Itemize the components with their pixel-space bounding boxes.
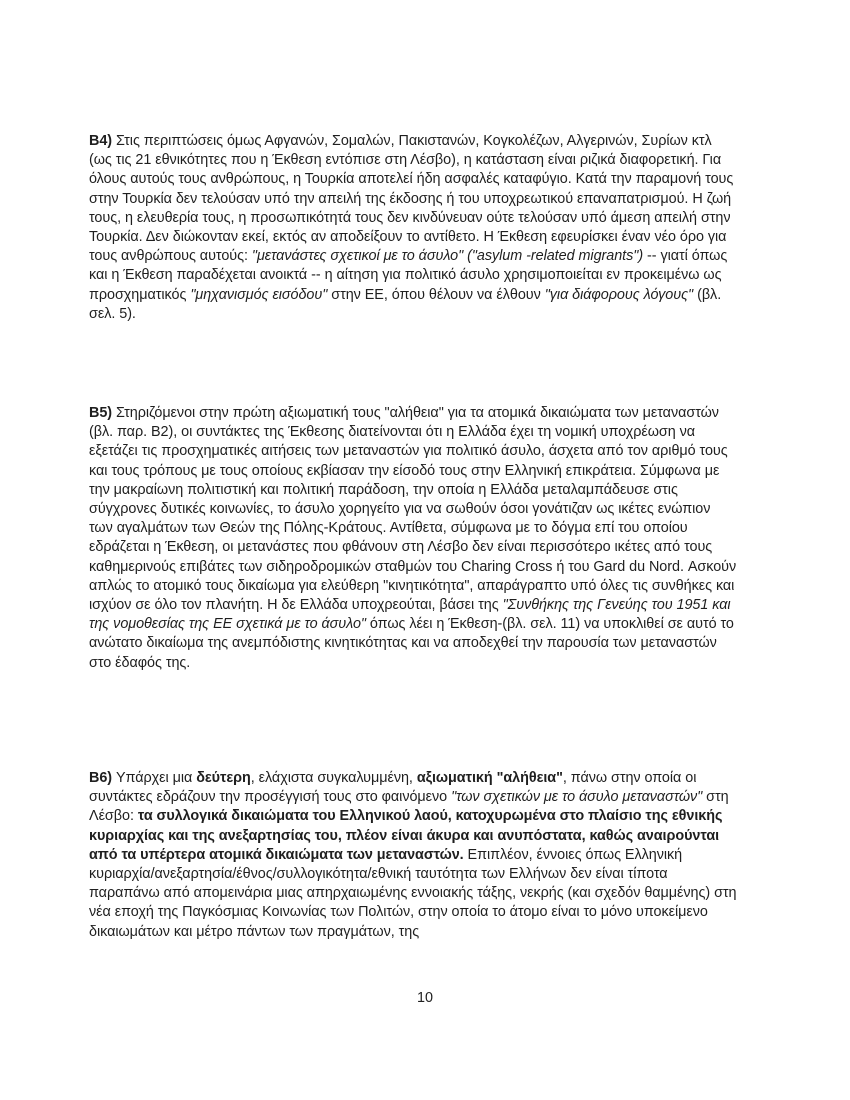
section-body [89, 405, 736, 671]
section-label: B5) [89, 405, 113, 421]
section-label: B4) [89, 133, 113, 149]
bold-text-run: αξιωματική "αλήθεια" [416, 770, 563, 786]
text-run: , πάνω στην οποία οι συντάκτες εδράζουν την προσέγγισή τους στο φαινόμενο [89, 770, 697, 806]
text-run: Επιπλέον, έννοιες όπως Ελληνική κυριαρχία/ανεξαρτησία/έθνος/συλλογικότητα/εθνική ταυτότητα των Ελλήνων δεν είναι τίποτα παραπάνω από απομεινάρια μιας απηρχαιωμένης εννοιακής τάξης, νεκρής (και σχεδόν θαμμένης) στη νέα εποχή της Παγκόσμιας Κοινωνίας των Πολιτών, στην οποία το άτομο είναι το μόνο υποκείμενο δικαιωμάτων και μέτρο πάντων των πραγμάτων, της [89, 846, 737, 940]
bold-text-run: δεύτερη [196, 770, 251, 786]
page-number: 10 [416, 990, 433, 1006]
text-run: (βλ. σελ. 5). [89, 286, 722, 322]
bold-text-run: τα συλλογικά δικαιώματα του Ελληνικού λαού, κατοχυρωμένα στο πλαίσιο της εθνικής κυριαρχίας και της ανεξαρτησίας του, πλέον είναι άκυρα και ανυπόστατα, καθώς αναιρούνται από τα υπέρτερα ατομικά δικαιώματα των μεταναστών. [89, 808, 723, 863]
text-run: , ελάχιστα συγκαλυμμένη, [250, 770, 417, 786]
italic-text-run: "Συνθήκης της Γενεύης του 1951 και της νομοθεσίας της ΕΕ σχετικά με το άσυλο" [89, 597, 731, 633]
section-b6 [89, 769, 737, 942]
italic-text-run: "των σχετικών με το άσυλο μεταναστών" [451, 789, 703, 806]
text-run: Στις περιπτώσεις όμως Αφγανών, Σομαλών, Πακιστανών, Κογκολέζων, Αλγερινών, Συρίων κτλ (ως τις 21 εθνικότητες που η Έκθεση εντόπισε στη Λέσβο), η κατάσταση είναι ριζικά διαφορετική. Για όλους αυτούς τους ανθρώπους, η Τουρκία αποτελεί ήδη ασφαλές καταφύγιο. Κατά την παραμονή τους στην Τουρκία δεν τελούσαν υπό την απειλή της έκδοσης ή του υποχρεωτικού επαναπατρισμού. Η ζωή τους, η ελευθερία τους, η προσωπικότητά τους δεν κινδύνευαν ούτε τελούσαν υπό άμεση απειλή στην Τουρκία. Δεν διώκονταν εκεί, εκτός αν αποδείξουν το αντίθετο. Η Έκθεση εφευρίσκει έναν νέο όρο για τους ανθρώπους αυτούς: [89, 133, 734, 265]
section-b5 [89, 404, 737, 673]
italic-text-run: "μηχανισμός εισόδου" [190, 286, 328, 303]
italic-text-run: "μετανάστες σχετικοί με το άσυλο" ("asylum -related migrants") [251, 248, 644, 265]
section-label: B6) [89, 770, 113, 786]
section-body [89, 770, 737, 940]
text-run: στην ΕΕ, όπου θέλουν να έλθουν [327, 286, 545, 303]
text-run: Στηριζόμενοι στην πρώτη αξιωματική τους "αλήθεια" για τα ατομικά δικαιώματα των μεταναστών (βλ. παρ. Β2), οι συντάκτες της Έκθεσης διατείνονται ότι η Ελλάδα έχει τη νομική υποχρέωση να εξετάζει τις προσχηματικές αιτήσεις των μεταναστών για πολιτικό άσυλο, άσχετα από τον αριθμό τους και τους τρόπους με τους οποίους εκβίασαν την είσοδό τους στην Ελληνική επικράτεια. Σύμφωνα με την μακραίωνη πολιτιστική και πολιτική παράδοση, την οποία η Ελλάδα μεταλαμπάδευσε στις σύγχρονες δυτικές κοινωνίες, το άσυλο χορηγείτο για να σωθούν όσοι γονάτιζαν ως ικέτες ενώπιον των αγαλμάτων των Θεών της Πόλης-Κράτους. Αντίθετα, σύμφωνα με το δόγμα επί του οποίου εδράζεται η Έκθεση, οι μετανάστες που φθάνουν στη Λέσβο δεν είναι περισσότερο ικέτες από τους καθημερινούς επιβάτες των σιδηροδρομικών σταθμών του Charing Cross ή του Gard du Nord. Ασκούν απλώς το ατομικό τους δικαίωμα για ελεύθερη "κινητικότητα", απαράγραπτο υπό όλες τις συνθήκες και ισχύον σε όλο τον πλανήτη. Η δε Ελλάδα υποχρεούται, βάσει της [89, 405, 737, 614]
section-body [89, 133, 733, 322]
section-b4 [89, 132, 737, 324]
text-run: όπως λέει η Έκθεση-(βλ. σελ. 11) να υποκλιθεί σε αυτό το ανώτατο δικαίωμα της ανεμπόδιστης κινητικότητας και να αποδεχθεί την παρουσία των μεταναστών στο έδαφός της. [89, 616, 734, 671]
text-run: -- γιατί όπως και η Έκθεση παραδέχεται ανοικτά -- η αίτηση για πολιτικό άσυλο χρησιμοποιείται εν προκειμένω ως προσχηματικός [89, 248, 728, 303]
text-run: Υπάρχει μια [116, 770, 197, 786]
text-run: στη Λέσβο: [89, 789, 729, 825]
italic-text-run: "για διάφορους λόγους" [544, 286, 694, 303]
